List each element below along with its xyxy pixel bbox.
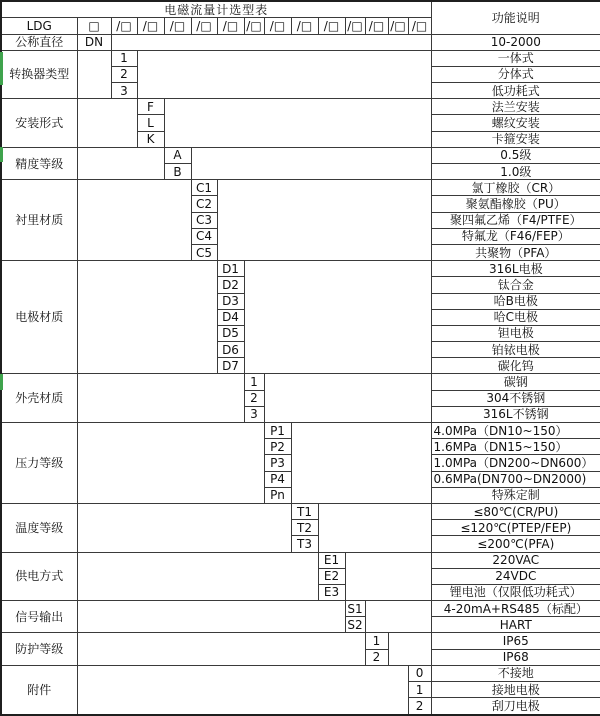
function-desc: 分体式 bbox=[431, 66, 600, 82]
option-code: T1 bbox=[291, 503, 318, 519]
option-code: 1 bbox=[408, 682, 431, 698]
option-code: A bbox=[164, 147, 191, 163]
page-title: 电磁流量计选型表 bbox=[1, 1, 431, 18]
function-desc: 哈C电极 bbox=[431, 309, 600, 325]
option-code: K bbox=[137, 131, 164, 147]
function-desc: ≤200℃(PFA) bbox=[431, 536, 600, 552]
code-slot: /□ bbox=[191, 18, 217, 34]
option-code: E1 bbox=[318, 552, 345, 568]
category-label: 转换器类型 bbox=[1, 50, 77, 99]
option-code: D6 bbox=[217, 342, 244, 358]
option-code: E3 bbox=[318, 584, 345, 600]
function-desc: 特殊定制 bbox=[431, 487, 600, 503]
function-desc: 哈B电极 bbox=[431, 293, 600, 309]
option-code: 2 bbox=[365, 649, 388, 665]
function-header: 功能说明 bbox=[431, 1, 600, 34]
spacer-cell bbox=[388, 633, 431, 665]
option-code: D4 bbox=[217, 309, 244, 325]
option-code: T2 bbox=[291, 520, 318, 536]
option-code: P4 bbox=[264, 471, 291, 487]
option-code: D3 bbox=[217, 293, 244, 309]
function-desc: 220VAC bbox=[431, 552, 600, 568]
table-row bbox=[1, 34, 600, 50]
spacer-cell bbox=[164, 99, 431, 148]
green-edge-marker bbox=[0, 147, 3, 162]
spacer-cell bbox=[77, 374, 244, 423]
function-desc: 氯丁橡胶（CR） bbox=[431, 180, 600, 196]
table-row bbox=[1, 601, 600, 617]
function-desc: 接地电极 bbox=[431, 682, 600, 698]
table-row bbox=[1, 374, 600, 390]
function-desc: 1.6MPa（DN15~150） bbox=[431, 439, 600, 455]
option-code: P1 bbox=[264, 423, 291, 439]
function-desc: 316L不锈钢 bbox=[431, 406, 600, 422]
table-row bbox=[1, 633, 600, 649]
code-slot: /□ bbox=[217, 18, 244, 34]
option-code: 3 bbox=[244, 406, 264, 422]
function-desc: 铂铱电极 bbox=[431, 342, 600, 358]
spacer-cell bbox=[137, 50, 431, 99]
table-row bbox=[1, 261, 600, 277]
function-desc: 0.5级 bbox=[431, 147, 600, 163]
table-row bbox=[1, 50, 600, 66]
spacer-cell bbox=[77, 180, 191, 261]
option-code: E2 bbox=[318, 568, 345, 584]
function-desc: 1.0MPa（DN200~DN600） bbox=[431, 455, 600, 471]
function-desc: 24VDC bbox=[431, 568, 600, 584]
option-code: T3 bbox=[291, 536, 318, 552]
spacer-cell bbox=[264, 374, 431, 423]
function-desc: ≤80℃(CR/PU) bbox=[431, 503, 600, 519]
function-desc: 碳化钨 bbox=[431, 358, 600, 374]
spacer-cell bbox=[77, 147, 164, 179]
category-label: 温度等级 bbox=[1, 503, 77, 552]
category-label: 供电方式 bbox=[1, 552, 77, 601]
table-row bbox=[1, 665, 600, 681]
option-code: P3 bbox=[264, 455, 291, 471]
function-desc: 0.6MPa(DN700~DN2000) bbox=[431, 471, 600, 487]
category-label: 公称直径 bbox=[1, 34, 77, 50]
function-desc: 碳钢 bbox=[431, 374, 600, 390]
function-desc: 聚四氟乙烯（F4/PTFE） bbox=[431, 212, 600, 228]
option-code: Pn bbox=[264, 487, 291, 503]
category-label: 电极材质 bbox=[1, 261, 77, 374]
function-desc: 不接地 bbox=[431, 665, 600, 681]
function-desc: 316L电极 bbox=[431, 261, 600, 277]
function-desc: 低功耗式 bbox=[431, 83, 600, 99]
spacer-cell bbox=[77, 503, 291, 552]
option-code: 3 bbox=[111, 83, 137, 99]
code-slot: /□ bbox=[318, 18, 345, 34]
function-desc: 螺纹安装 bbox=[431, 115, 600, 131]
code-slot: /□ bbox=[244, 18, 264, 34]
category-label: 压力等级 bbox=[1, 423, 77, 504]
option-code: F bbox=[137, 99, 164, 115]
spacer-cell bbox=[345, 552, 431, 601]
green-edge-marker bbox=[0, 374, 3, 390]
spacer-cell bbox=[365, 601, 431, 633]
green-edge-marker bbox=[0, 52, 3, 85]
code-box: □ bbox=[77, 18, 111, 34]
table-row bbox=[1, 180, 600, 196]
option-code: 1 bbox=[365, 633, 388, 649]
option-code: D5 bbox=[217, 325, 244, 341]
option-code: 2 bbox=[408, 698, 431, 715]
category-label: 附件 bbox=[1, 665, 77, 715]
spacer-cell bbox=[318, 503, 431, 552]
category-label: 精度等级 bbox=[1, 147, 77, 179]
option-code: C4 bbox=[191, 228, 217, 244]
spacer-cell bbox=[291, 423, 431, 504]
spacer-cell bbox=[77, 601, 345, 633]
option-code: C1 bbox=[191, 180, 217, 196]
function-desc: HART bbox=[431, 617, 600, 633]
category-label: 衬里材质 bbox=[1, 180, 77, 261]
spacer-cell bbox=[191, 147, 431, 179]
table-row bbox=[1, 1, 600, 18]
option-code: 1 bbox=[111, 50, 137, 66]
function-desc: IP65 bbox=[431, 633, 600, 649]
spacer-cell bbox=[77, 261, 217, 374]
function-desc: 锂电池（仅限低功耗式） bbox=[431, 584, 600, 600]
option-code: L bbox=[137, 115, 164, 131]
option-code: 2 bbox=[111, 66, 137, 82]
option-code: S2 bbox=[345, 617, 365, 633]
spacer-cell bbox=[111, 34, 431, 50]
code-slot: /□ bbox=[137, 18, 164, 34]
function-desc: 1.0级 bbox=[431, 164, 600, 180]
spacer-cell bbox=[77, 99, 137, 148]
table-row bbox=[1, 147, 600, 163]
option-code: D1 bbox=[217, 261, 244, 277]
category-label: 外壳材质 bbox=[1, 374, 77, 423]
category-label: 安装形式 bbox=[1, 99, 77, 148]
function-desc: 4-20mA+RS485（标配） bbox=[431, 601, 600, 617]
option-code: C2 bbox=[191, 196, 217, 212]
function-desc: 一体式 bbox=[431, 50, 600, 66]
spacer-cell bbox=[77, 633, 365, 665]
spacer-cell bbox=[77, 665, 408, 715]
function-desc: 10-2000 bbox=[431, 34, 600, 50]
table-row bbox=[1, 99, 600, 115]
option-code: 2 bbox=[244, 390, 264, 406]
option-code: C3 bbox=[191, 212, 217, 228]
option-code: DN bbox=[77, 34, 111, 50]
code-slot: /□ bbox=[408, 18, 431, 34]
code-slot: /□ bbox=[365, 18, 388, 34]
code-slot: /□ bbox=[388, 18, 408, 34]
option-code: 0 bbox=[408, 665, 431, 681]
function-desc: 钛合金 bbox=[431, 277, 600, 293]
spacer-cell bbox=[77, 423, 264, 504]
model-code-label: LDG bbox=[1, 18, 77, 34]
spacer-cell bbox=[77, 50, 111, 99]
option-code: B bbox=[164, 164, 191, 180]
option-code: 1 bbox=[244, 374, 264, 390]
category-label: 信号输出 bbox=[1, 601, 77, 633]
code-slot: /□ bbox=[264, 18, 291, 34]
category-label: 防护等级 bbox=[1, 633, 77, 665]
code-slot: /□ bbox=[164, 18, 191, 34]
table-row bbox=[1, 503, 600, 519]
code-slot: /□ bbox=[111, 18, 137, 34]
spacer-cell bbox=[217, 180, 431, 261]
function-desc: 聚氨酯橡胶（PU） bbox=[431, 196, 600, 212]
code-slot: /□ bbox=[345, 18, 365, 34]
function-desc: IP68 bbox=[431, 649, 600, 665]
function-desc: 卡箍安装 bbox=[431, 131, 600, 147]
function-desc: 法兰安装 bbox=[431, 99, 600, 115]
option-code: D2 bbox=[217, 277, 244, 293]
table-row bbox=[1, 552, 600, 568]
function-desc: 钽电极 bbox=[431, 325, 600, 341]
option-code: P2 bbox=[264, 439, 291, 455]
option-code: C5 bbox=[191, 244, 217, 260]
function-desc: 4.0MPa（DN10~150） bbox=[431, 423, 600, 439]
function-desc: 特氟龙（F46/FEP） bbox=[431, 228, 600, 244]
table-row bbox=[1, 423, 600, 439]
option-code: D7 bbox=[217, 358, 244, 374]
option-code: S1 bbox=[345, 601, 365, 617]
spacer-cell bbox=[244, 261, 431, 374]
function-desc: ≤120℃(PTEP/FEP) bbox=[431, 520, 600, 536]
function-desc: 刮刀电极 bbox=[431, 698, 600, 715]
spacer-cell bbox=[77, 552, 318, 601]
code-slot: /□ bbox=[291, 18, 318, 34]
function-desc: 共聚物（PFA） bbox=[431, 244, 600, 260]
function-desc: 304不锈钢 bbox=[431, 390, 600, 406]
